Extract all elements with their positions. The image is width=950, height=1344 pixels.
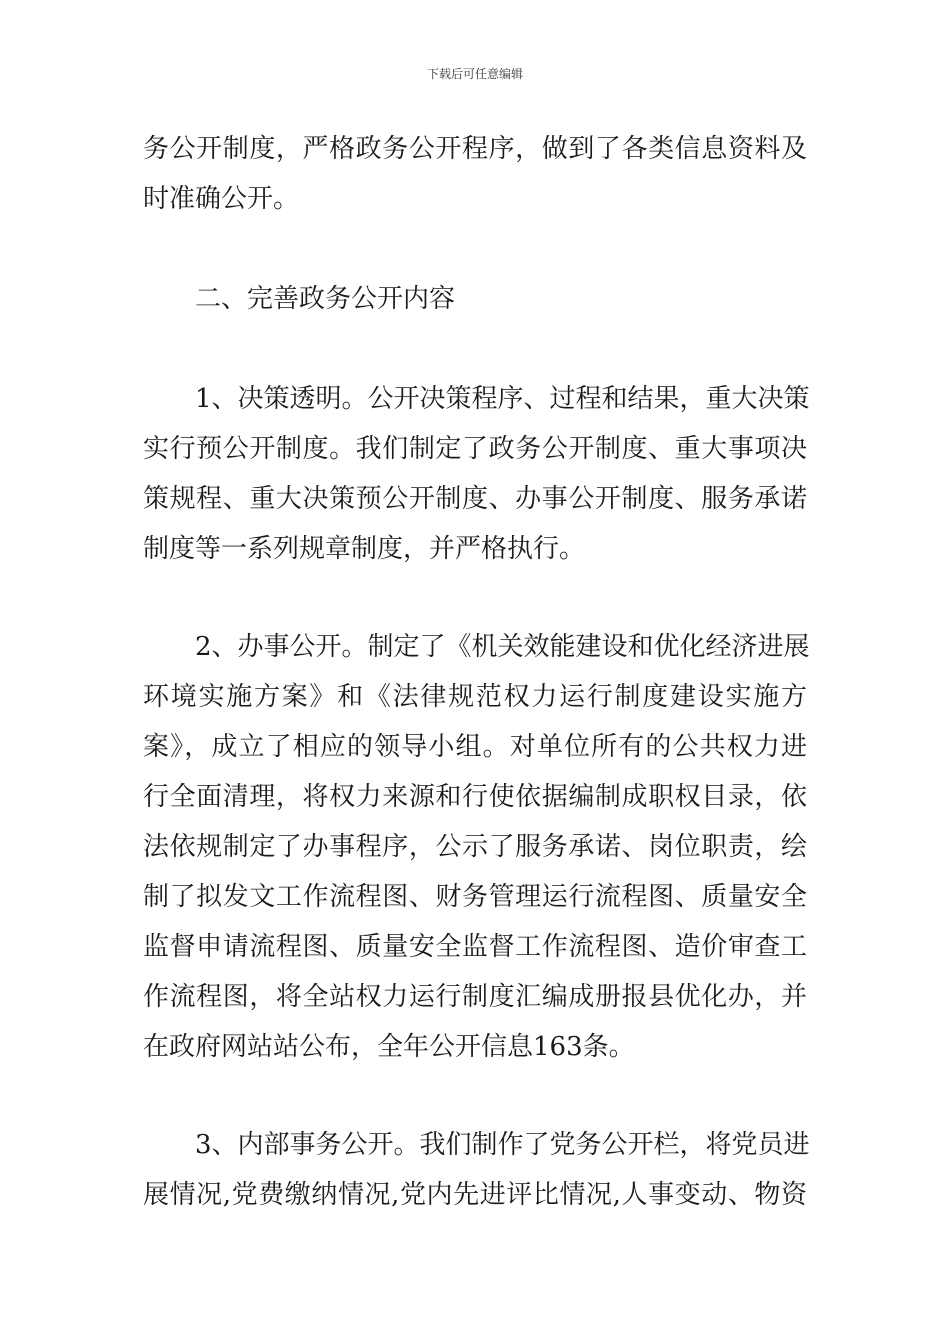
text-line: 制度等一系列规章制度，并严格执行。 (143, 534, 586, 564)
text-line: 实行预公开制度。我们制定了政务公开制度、重大事项决 (143, 434, 807, 464)
text-line: 时准确公开。 (143, 184, 300, 214)
page-header: 下载后可任意编辑 (426, 67, 523, 81)
text-line: 案》，成立了相应的领导小组。对单位所有的公共权力进 (143, 732, 807, 762)
section-heading: 二、完善政务公开内容 (195, 284, 456, 314)
text-line: 在政府网站站公布，全年公开信息163条。 (143, 1032, 635, 1062)
paragraph-first-line: 1、决策透明。公开决策程序、过程和结果，重大决策 (195, 384, 810, 414)
paragraph-first-line: 3、内部事务公开。我们制作了党务公开栏，将党员进 (195, 1130, 810, 1160)
text-line: 制了拟发文工作流程图、财务管理运行流程图、质量安全 (143, 882, 807, 912)
text-line: 作流程图，将全站权力运行制度汇编成册报县优化办，并 (143, 982, 807, 1012)
text-line: 环境实施方案》和《法律规范权力运行制度建设实施方 (143, 682, 807, 712)
text-line: 行全面清理，将权力来源和行使依据编制成职权目录，依 (143, 782, 807, 812)
text-line: 法依规制定了办事程序，公示了服务承诺、岗位职责，绘 (143, 832, 807, 862)
text-line: 展情况,党费缴纳情况,党内先进评比情况,人事变动、物资 (143, 1180, 807, 1210)
text-line: 务公开制度，严格政务公开程序，做到了各类信息资料及 (143, 134, 807, 164)
text-line: 监督申请流程图、质量安全监督工作流程图、造价审查工 (143, 932, 807, 962)
paragraph-first-line: 2、办事公开。制定了《机关效能建设和优化经济进展 (195, 632, 810, 662)
text-line: 策规程、重大决策预公开制度、办事公开制度、服务承诺 (143, 484, 807, 514)
